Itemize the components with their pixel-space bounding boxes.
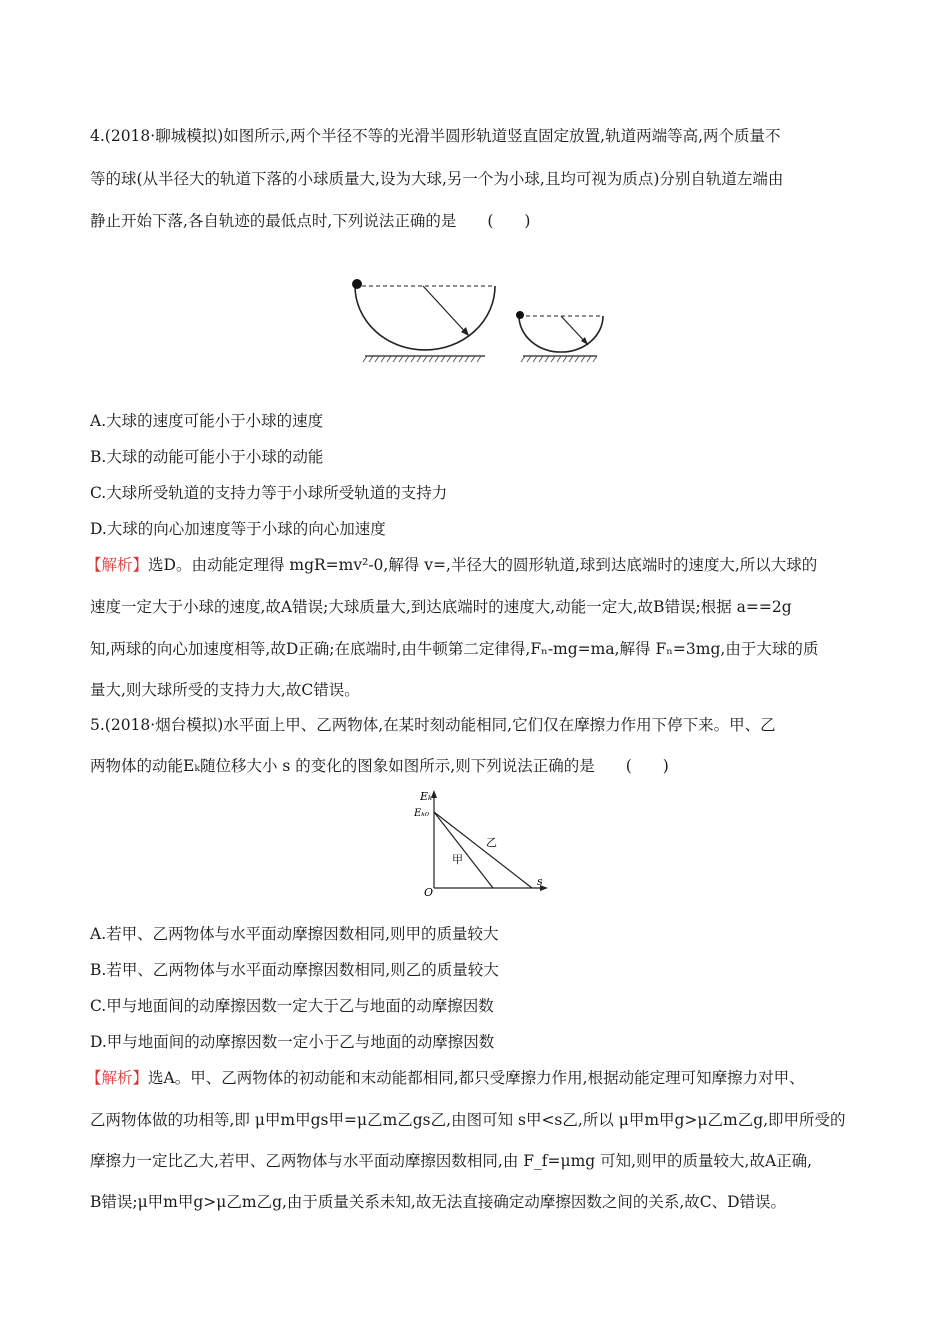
q4-analysis-line-2: 速度一定大于小球的速度,故A错误;大球质量大,到达底端时的速度大,动能一定大,故B错误;根据 a==2g xyxy=(90,598,792,616)
q5-option-c: C.甲与地面间的动摩擦因数一定大于乙与地面的动摩擦因数 xyxy=(90,997,494,1015)
q4-analysis-tag: 【解析】 xyxy=(86,556,149,574)
line-yi xyxy=(434,812,532,888)
q5-option-a: A.若甲、乙两物体与水平面动摩擦因数相同,则甲的质量较大 xyxy=(90,925,499,943)
q4-analysis-text-1: 选D。由动能定理得 mgR=mv²-0,解得 v=,半径大的圆形轨道,球到达底端时的速度大,所以大球的 xyxy=(148,556,818,574)
line-jia xyxy=(434,812,493,888)
line-jia-label: 甲 xyxy=(452,853,463,866)
q5-analysis-line-1 xyxy=(86,1068,805,1088)
q4-option-d: D.大球的向心加速度等于小球的向心加速度 xyxy=(90,520,386,538)
q4-option-b: B.大球的动能可能小于小球的动能 xyxy=(90,448,324,466)
q5-analysis-line-2: 乙两物体做的功相等,即 μ甲m甲gs甲=μ乙m乙gs乙,由图可知 s甲<s乙,所以 μ甲m甲g>μ乙m乙g,即甲所受的 xyxy=(90,1111,846,1129)
q5-stem-line-2: 两物体的动能Eₖ随位移大小 s 的变化的图象如图所示,则下列说法正确的是 ( ) xyxy=(90,757,669,775)
q4-stem-line-2: 等的球(从半径大的轨道下落的小球质量大,设为大球,另一个为小球,且均可视为质点)分别自轨道左端由 xyxy=(90,170,784,188)
q4-analysis-line-3: 知,两球的向心加速度相等,故D正确;在底端时,由牛顿第二定律得,Fₙ-mg=ma,解得 Fₙ=3mg,由于大球的质 xyxy=(90,640,819,658)
q5-analysis-line-3: 摩擦力一定比乙大,若甲、乙两物体与水平面动摩擦因数相同,由 F_f=μmg 可知,则甲的质量较大,故A正确, xyxy=(90,1152,813,1170)
q5-analysis-text-1: 选A。甲、乙两物体的初动能和末动能都相同,都只受摩擦力作用,根据动能定理可知摩擦力对甲、 xyxy=(148,1069,805,1087)
q5-analysis-line-4: B错误;μ甲m甲g>μ乙m乙g,由于质量关系未知,故无法直接确定动摩擦因数之间的关系,故C、D错误。 xyxy=(90,1193,787,1211)
q5-option-b: B.若甲、乙两物体与水平面动摩擦因数相同,则乙的质量较大 xyxy=(90,961,499,979)
small-track xyxy=(516,311,603,362)
large-ball xyxy=(352,279,362,289)
q5-energy-displacement-graph xyxy=(410,788,550,898)
small-ball xyxy=(516,311,524,319)
q4-analysis-line-4: 量大,则大球所受的支持力大,故C错误。 xyxy=(90,681,360,699)
x-axis-label: s xyxy=(537,875,543,888)
y-axis-label: Eₖ xyxy=(420,790,433,803)
q4-option-a: A.大球的速度可能小于小球的速度 xyxy=(90,412,324,430)
ek0-label: Eₖ₀ xyxy=(414,808,429,819)
q4-stem-line-1: 4.(2018·聊城模拟)如图所示,两个半径不等的光滑半圆形轨道竖直固定放置,轨道两端等高,两个质量不 xyxy=(90,127,781,145)
q4-analysis-line-1 xyxy=(86,555,817,575)
line-yi-label: 乙 xyxy=(486,836,497,849)
q5-stem-line-1: 5.(2018·烟台模拟)水平面上甲、乙两物体,在某时刻动能相同,它们仅在摩擦力作用下停下来。甲、乙 xyxy=(90,716,776,734)
origin-label: O xyxy=(424,886,434,898)
q4-semicircle-tracks-figure xyxy=(345,270,610,370)
q4-option-c: C.大球所受轨道的支持力等于小球所受轨道的支持力 xyxy=(90,484,448,502)
q5-option-d: D.甲与地面间的动摩擦因数一定小于乙与地面的动摩擦因数 xyxy=(90,1033,495,1051)
q5-analysis-tag: 【解析】 xyxy=(86,1069,149,1087)
q4-stem-line-3: 静止开始下落,各自轨迹的最低点时,下列说法正确的是 ( ) xyxy=(90,212,531,230)
large-track xyxy=(352,279,495,362)
